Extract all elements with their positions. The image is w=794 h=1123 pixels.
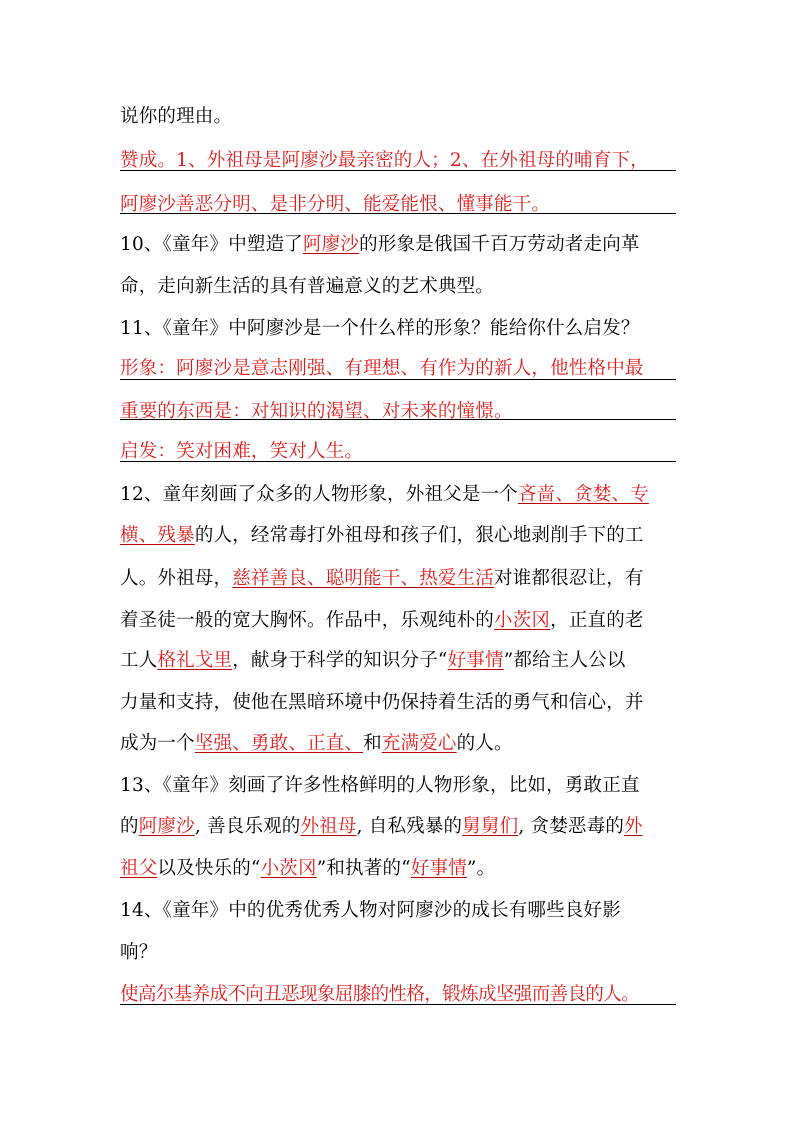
- fill-answer: 好事情: [410, 858, 467, 879]
- fill-answer: 小茨冈: [260, 858, 317, 879]
- text-line: [120, 608, 680, 634]
- text: 10、《童年》中塑造了: [120, 234, 303, 255]
- answer-text: 阿廖沙善恶分明、是非分明、能爱能恨、懂事能干。: [120, 194, 551, 215]
- fill-answer: 外祖母: [300, 816, 357, 837]
- question-line: [120, 482, 680, 508]
- text: 12、童年刻画了众多的人物形象，外祖父是一个: [120, 484, 518, 505]
- text-line: [120, 274, 680, 300]
- text: 着圣徒一般的宽大胸怀。作品中，乐观纯朴的: [120, 610, 495, 631]
- answer-text: 形象：阿廖沙是意志刚强、有理想、有作为的新人，他性格中最: [120, 358, 644, 379]
- text: 的人。: [456, 733, 513, 754]
- text: ，献身于科学的知识分子“: [232, 650, 448, 671]
- fill-answer: 祖父: [120, 858, 158, 879]
- fill-answer: 吝啬、贪婪、专: [517, 484, 649, 505]
- answer-underline: [120, 419, 676, 420]
- text: ，正直的老: [550, 610, 644, 631]
- text: ”和执著的“: [316, 858, 411, 879]
- text-line: [120, 690, 680, 716]
- answer-underline: [120, 379, 676, 380]
- fill-answer: 横、残暴: [120, 525, 195, 546]
- text: 的: [120, 816, 139, 837]
- fill-answer: 小茨冈: [494, 610, 551, 631]
- text: 和: [363, 733, 382, 754]
- text: ”都给主人公以: [503, 650, 626, 671]
- text: 响？: [120, 942, 158, 963]
- answer-underline: [120, 461, 676, 462]
- text-line: [120, 566, 680, 592]
- fill-answer: 阿廖沙: [138, 816, 195, 837]
- text-line: [120, 814, 680, 840]
- answer-underline: [120, 170, 676, 171]
- text: 的人，经常毒打外祖母和孩子们，狠心地剥削手下的工: [194, 525, 644, 546]
- fill-answer: 坚强、勇敢、正直、: [194, 733, 364, 754]
- text: , 自私残暴的: [356, 816, 463, 837]
- question-text: 11、《童年》中阿廖沙是一个什么样的形象？能给你什么启发？: [120, 318, 640, 339]
- answer-text: 重要的东西是：对知识的渴望、对未来的憧憬。: [120, 401, 513, 422]
- question-line: [120, 898, 680, 924]
- text: 人。外祖母，: [120, 568, 233, 589]
- answer-line: [120, 399, 680, 425]
- text: 以及快乐的“: [157, 858, 261, 879]
- text-line: [120, 940, 680, 966]
- text: , 善良乐观的: [194, 816, 301, 837]
- question-line: [120, 773, 680, 799]
- answer-line: [120, 192, 680, 218]
- text-line: [120, 523, 680, 549]
- text: , 贪婪恶毒的: [518, 816, 625, 837]
- text: 说你的理由。: [120, 106, 233, 127]
- text: 成为一个: [120, 733, 195, 754]
- fill-answer: 外: [624, 816, 643, 837]
- fill-answer: 阿廖沙: [303, 234, 360, 255]
- fill-answer: 慈祥善良、聪明能干、热爱生活: [232, 568, 495, 589]
- answer-underline: [120, 213, 676, 214]
- answer-text: 启发：笑对困难，笑对人生。: [120, 441, 364, 462]
- question-line: [120, 232, 680, 258]
- fill-answer: 格礼戈里: [157, 650, 233, 671]
- text-line: [120, 856, 680, 882]
- text: 的形象是俄国千百万劳动者走向革: [359, 234, 640, 255]
- answer-underline: [120, 1004, 676, 1005]
- text: ”。: [466, 858, 496, 879]
- answer-text: 赞成。1、外祖母是阿廖沙最亲密的人；2、在外祖母的哺育下，: [120, 150, 649, 171]
- fill-answer: 充满爱心: [381, 733, 457, 754]
- fill-answer: 好事情: [447, 650, 504, 671]
- text-line: [120, 104, 680, 130]
- text-line: [120, 731, 680, 757]
- text: 对谁都很忍让，有: [494, 568, 644, 589]
- question-text: 14、《童年》中的优秀优秀人物对阿廖沙的成长有哪些良好影: [120, 900, 621, 921]
- answer-text: 使高尔基养成不向丑恶现象屈膝的性格，锻炼成坚强而善良的人。: [120, 984, 640, 1005]
- text: 工人: [120, 650, 158, 671]
- text: 命，走向新生活的具有普遍意义的艺术典型。: [120, 276, 495, 297]
- text: 力量和支持，使他在黑暗环境中仍保持着生活的勇气和信心，并: [120, 692, 644, 713]
- question-text: 13、《童年》刻画了许多性格鲜明的人物形象，比如，勇敢正直: [120, 775, 640, 796]
- question-line: [120, 316, 680, 342]
- fill-answer: 舅舅们: [462, 816, 519, 837]
- text-line: [120, 648, 680, 674]
